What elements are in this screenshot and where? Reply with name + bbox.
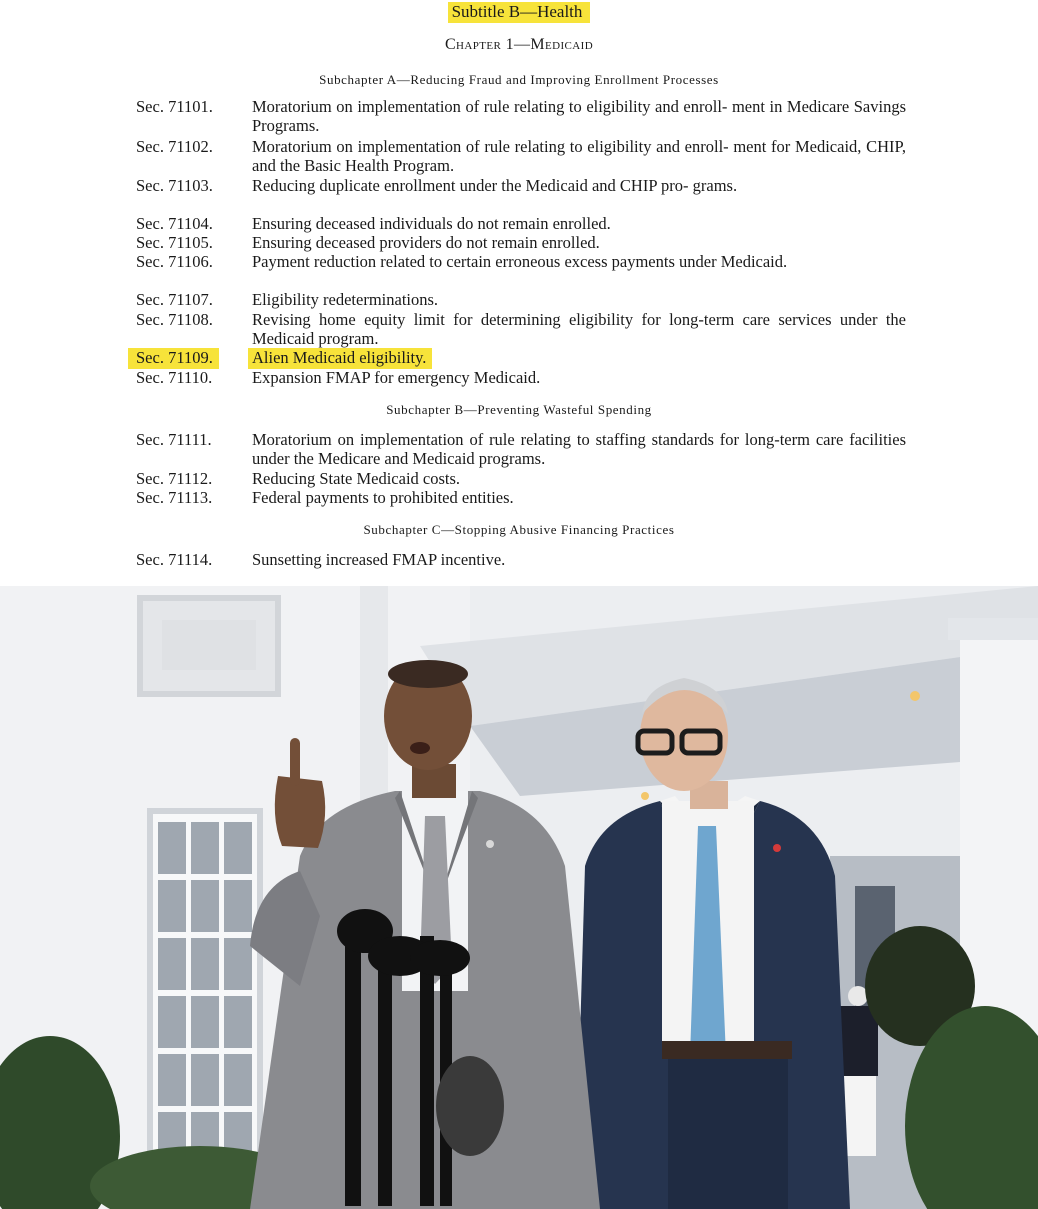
pointing-finger [290, 738, 300, 786]
ceiling-light [910, 691, 920, 701]
section-71110 [136, 368, 906, 387]
section-71113 [136, 488, 906, 507]
section-title: Moratorium on implementation of rule relating to eligibility and enroll- ment in Medicare Savings Programs. [252, 97, 906, 135]
guard-cap [848, 986, 868, 1006]
section-71112 [136, 469, 906, 488]
bill-excerpt [0, 0, 1038, 586]
subtitle-highlight: Subtitle B—Health [448, 2, 591, 23]
mouth [410, 742, 430, 754]
mic-stand [420, 936, 434, 1206]
section-number: Sec. 71104. [136, 214, 213, 233]
section-number: Sec. 71106. [136, 252, 213, 271]
section-title [252, 348, 906, 367]
column-capital [948, 618, 1038, 640]
guard-jacket [838, 1006, 878, 1076]
section-title: Reducing State Medicaid costs. [252, 469, 461, 488]
subtitle [0, 2, 1038, 22]
section-title: Payment reduction related to certain erroneous excess payments under Medicaid. [252, 252, 788, 271]
microphone-icon [410, 940, 470, 976]
ceiling-light [641, 792, 649, 800]
section-number: Sec. 71112. [136, 469, 213, 488]
section-title: Ensuring deceased individuals do not remain enrolled. [252, 214, 611, 233]
section-number: Sec. 71102. [136, 137, 213, 156]
section-71114 [136, 550, 906, 569]
microphone-windscreen [436, 1056, 504, 1156]
section-title: Ensuring deceased providers do not remain enrolled. [252, 233, 600, 252]
section-highlight: Sec. 71109. [128, 348, 219, 369]
section-71105 [136, 233, 906, 252]
lapel-pin [486, 840, 494, 848]
section-number: Sec. 71110. [136, 368, 213, 387]
section-title: Moratorium on implementation of rule relating to eligibility and enroll- ment for Medicaid, CHIP, and the Basic Health Program. [252, 137, 906, 175]
mic-stand [345, 916, 361, 1206]
section-71103 [136, 176, 906, 195]
section-title: Moratorium on implementation of rule relating to staffing standards for long-term care facilities under the Medicare and Medicaid programs. [252, 430, 906, 468]
hair [388, 660, 468, 688]
section-71108 [136, 310, 906, 348]
section-title: Reducing duplicate enrollment under the Medicaid and CHIP pro- grams. [252, 176, 738, 195]
photo-illustration [0, 586, 1038, 1209]
press-conference-photo [0, 586, 1038, 1209]
section-71101 [136, 97, 906, 135]
section-number: Sec. 71113. [136, 488, 213, 507]
section-number: Sec. 71108. [136, 310, 213, 329]
belt [662, 1041, 792, 1059]
wall-panel-inner [162, 620, 256, 670]
subchapter-b-heading: Subchapter B—Preventing Wasteful Spending [386, 402, 652, 417]
section-title: Federal payments to prohibited entities. [252, 488, 514, 507]
section-71104 [136, 214, 906, 233]
section-title: Revising home equity limit for determining eligibility for long-term care services under the Medicaid program. [252, 310, 906, 348]
section-number: Sec. 71111. [136, 430, 212, 449]
section-71111 [136, 430, 906, 468]
guard-trousers [842, 1076, 876, 1156]
section-number: Sec. 71114. [136, 550, 213, 569]
section-number: Sec. 71103. [136, 176, 213, 195]
section-71107 [136, 290, 906, 309]
lapel-pin [773, 844, 781, 852]
trousers [668, 1059, 788, 1209]
section-71106 [136, 252, 906, 271]
section-number [136, 348, 219, 367]
raised-hand [275, 776, 325, 848]
chapter-heading: Chapter 1—Medicaid [444, 36, 594, 53]
section-title: Expansion FMAP for emergency Medicaid. [252, 368, 541, 387]
section-highlight: Alien Medicaid eligibility. [248, 348, 432, 369]
mic-stand [378, 936, 392, 1206]
section-number: Sec. 71107. [136, 290, 213, 309]
section-number: Sec. 71105. [136, 233, 213, 252]
section-71102 [136, 137, 906, 175]
section-number: Sec. 71101. [136, 97, 213, 116]
subchapter-c-heading: Subchapter C—Stopping Abusive Financing Practices [363, 522, 675, 537]
section-title: Eligibility redeterminations. [252, 290, 439, 309]
section-71109 [136, 348, 906, 367]
subchapter-a-heading: Subchapter A—Reducing Fraud and Improving Enrollment Processes [319, 72, 719, 87]
section-title: Sunsetting increased FMAP incentive. [252, 550, 506, 569]
